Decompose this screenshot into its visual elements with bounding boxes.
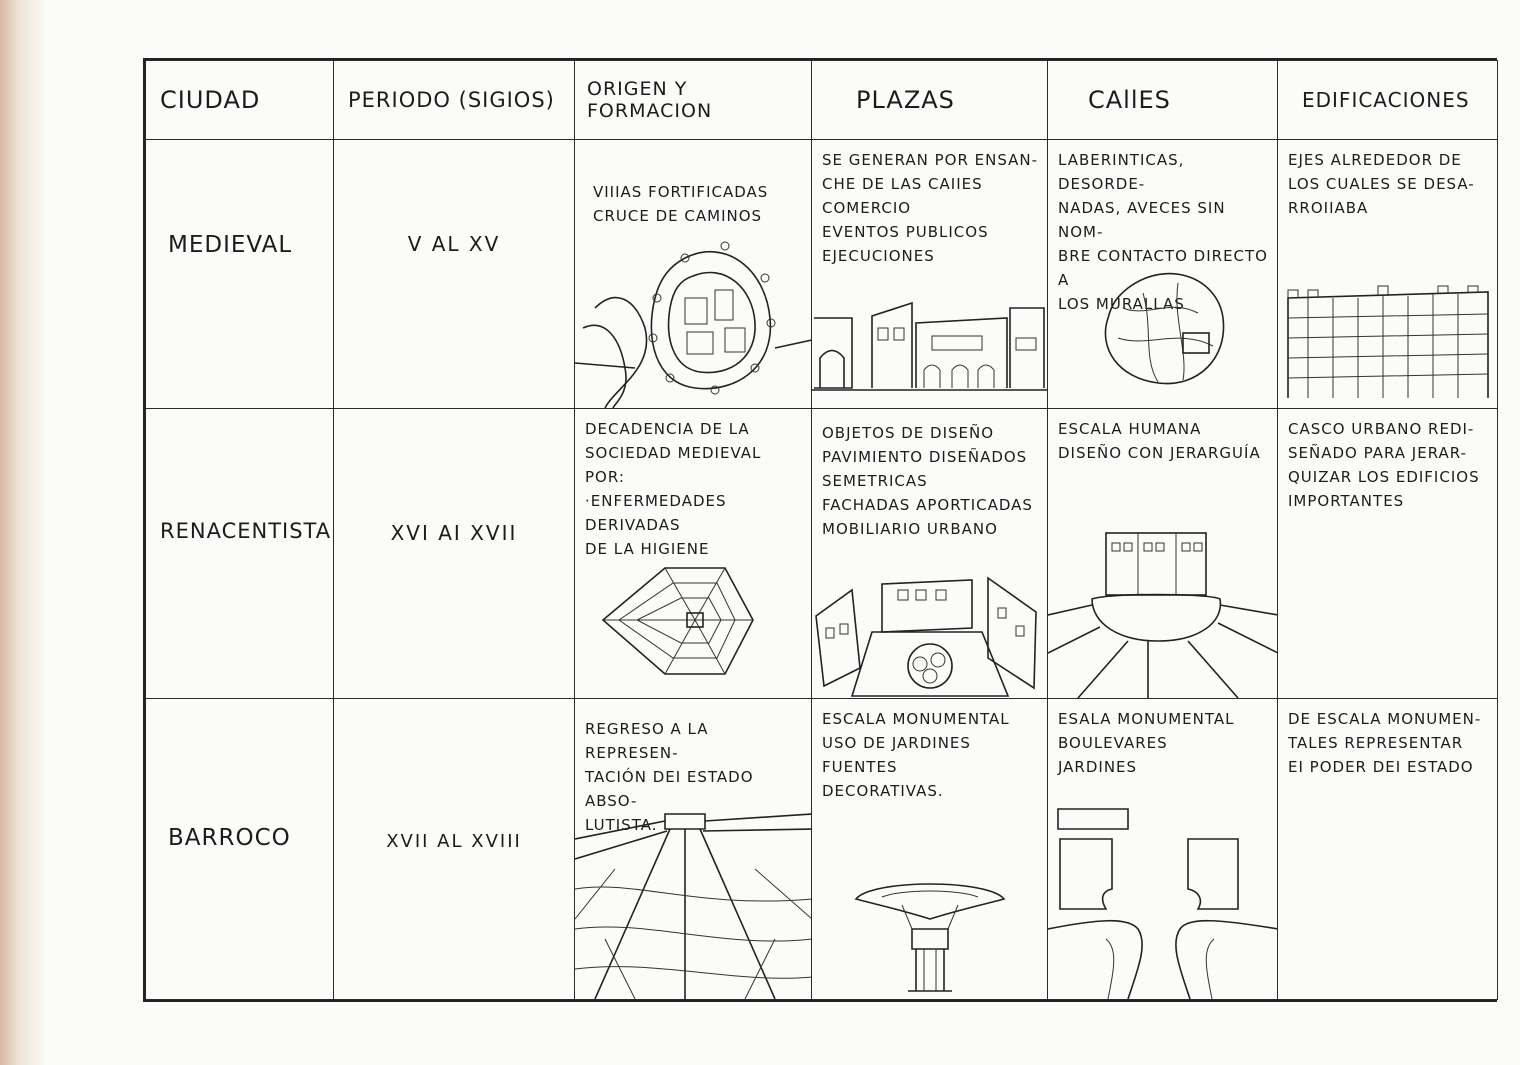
header-row [146,61,1498,140]
calles-text: LABERINTICAS, DESORDE- NADAS, AVECES SIN NOM- BRE CONTACTO DIRECTO A LOS MURALLAS [1058,151,1268,314]
edificaciones-text: DE ESCALA MONUMEN- TALES REPRESENTAR EI PODER DEI ESTADO [1288,709,1482,776]
labyrinth-streets-sketch [1048,258,1278,408]
plazas-cell [812,698,1048,999]
comparison-table [143,58,1497,1002]
city-name: MEDIEVAL [168,232,293,259]
plazas-text: SE GENERAN POR ENSAN- CHE DE LAS CAIIES COMERCIO EVENTOS PUBLICOS EJECUCIONES [822,151,1039,266]
fortified-town-sketch [575,228,812,408]
table-row [146,409,1498,698]
radial-city-sketch [575,558,812,698]
origin-text: VIIIAS FORTIFICADAS CRUCE DE CAMINOS [593,183,769,226]
header-periodo: PERIODO (SIGIOS) [334,61,575,140]
plazas-text: ESCALA MONUMENTAL USO DE JARDINES FUENTES DECORATIVAS. [822,709,1010,800]
edificaciones-cell [1278,409,1498,698]
city-cell [146,698,334,999]
header-calles: CAllES [1048,61,1278,140]
city-wall-sketch [1278,278,1498,408]
origin-cell [575,140,812,409]
edificaciones-cell [1278,140,1498,409]
city-cell [146,140,334,409]
origin-cell [575,698,812,999]
renaissance-plaza-sketch [812,568,1048,698]
edificaciones-text: EJES ALREDEDOR DE LOS CUALES SE DESA- RROIIABA [1288,151,1475,218]
page-shadow-edge [0,0,46,1065]
calles-text: ESALA MONUMENTAL BOULEVARES JARDINES [1058,709,1235,776]
edificaciones-text: CASCO URBANO REDI- SEÑADO PARA JERAR- QUIZAR LOS EDIFICIOS IMPORTANTES [1288,420,1480,511]
origin-text: DECADENCIA DE LA SOCIEDAD MEDIEVAL POR: ·ENFERMEDADES DERIVADAS DE LA HIGIENE [585,420,762,559]
period-text: XVI AI XVII [390,521,518,546]
city-cell [146,409,334,698]
plazas-text: OBJETOS DE DISEÑO PAVIMIENTO DISEÑADOS SEMETRICAS FACHADAS APORTICADAS MOBILIARIO URBANO [822,424,1033,539]
period-text: XVII AL XVIII [386,830,522,852]
header-ciudad: CIUDAD [146,61,334,140]
header-origen: ORIGEN Y FORMACION [575,61,812,140]
boulevard-sketch [1048,799,1278,999]
edificaciones-cell [1278,698,1498,999]
period-cell [334,698,575,999]
origin-cell [575,409,812,698]
table-row [146,140,1498,409]
period-text: V AL XV [407,232,501,257]
period-cell [334,140,575,409]
calles-text: ESCALA HUMANA DISEÑO CON JERARGUÍA [1058,420,1261,463]
table-row [146,698,1498,999]
city-name: RENACENTISTA [160,519,332,544]
human-scale-street-sketch [1048,523,1278,698]
medieval-plaza-sketch [812,298,1048,408]
baroque-avenues-sketch [575,809,812,999]
plazas-cell [812,409,1048,698]
header-plazas: PLAZAS [812,61,1048,140]
city-name: BARROCO [168,824,291,851]
header-edificaciones: EDIFICACIONES [1278,61,1498,140]
calles-cell [1048,140,1278,409]
calles-cell [1048,409,1278,698]
calles-cell [1048,698,1278,999]
origin-text: REGRESO A LA REPRESEN- TACIÓN DEI ESTADO ABSO- LUTISTA. [585,719,754,834]
plazas-cell [812,140,1048,409]
period-cell [334,409,575,698]
fountain-sketch [812,859,1048,999]
